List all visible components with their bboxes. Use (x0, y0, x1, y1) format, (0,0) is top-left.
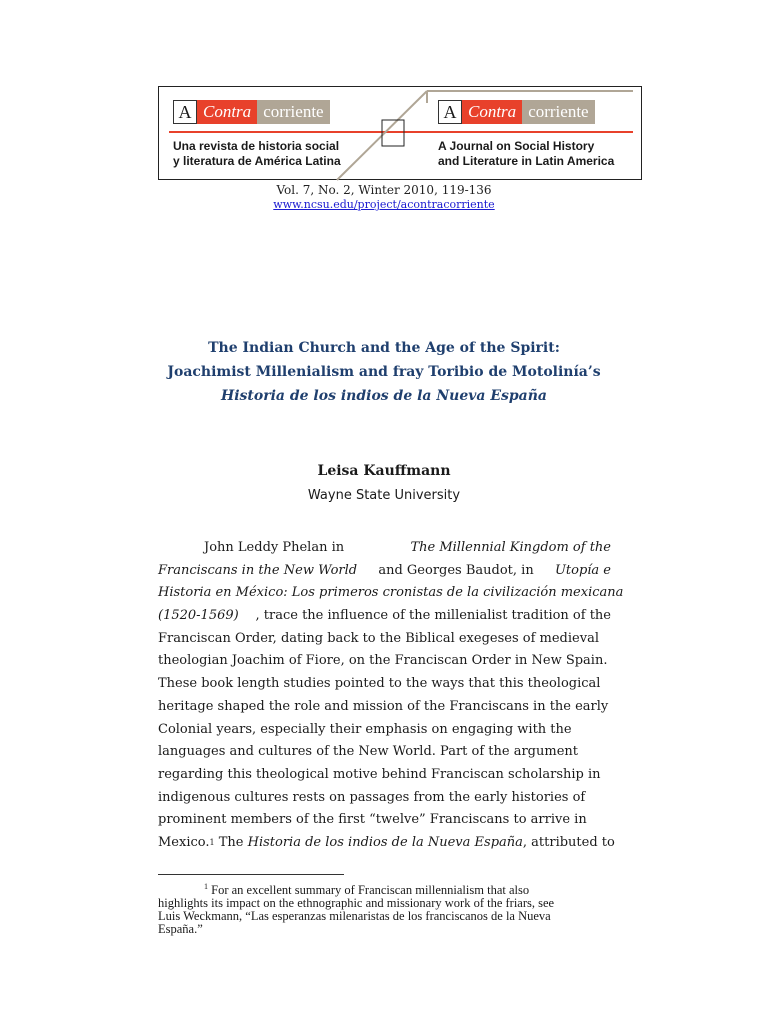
logo-a-left: A (173, 100, 197, 124)
body-line (158, 650, 611, 673)
tagline-spanish (173, 139, 341, 169)
logo-contra-left: Contra (197, 100, 257, 124)
logo-a-right: A (438, 100, 462, 124)
body-book-title: (1520-1569) (158, 608, 239, 624)
footnote-marker[interactable]: 1 (209, 837, 215, 847)
logo-right (438, 100, 595, 124)
body-text: regarding this theological motive behind Franciscan scholarship in (158, 766, 601, 782)
body-line (158, 719, 611, 742)
body-book-title: Utopía e (554, 562, 611, 578)
footnote (158, 880, 613, 936)
body-text: These book length studies pointed to the ways that this theological (158, 676, 601, 692)
logo-corriente-left: corriente (257, 100, 329, 124)
body-line (158, 605, 611, 628)
body-text: Franciscan Order, dating back to the Biblical exegeses of medieval (158, 630, 599, 646)
body-line (158, 560, 611, 583)
citation-volume: Vol. 7, No. 2, Winter 2010, 119-136 (276, 183, 492, 197)
body-text: Mexico. (158, 834, 210, 850)
body-text: indigenous cultures rests on passages from the early histories of (158, 789, 586, 805)
footnote-line (158, 880, 613, 897)
body-book-title: Franciscans in the New World (158, 562, 358, 578)
tagline-spanish-line1: Una revista de historia social (173, 139, 340, 153)
body-text: John Leddy Phelan in (204, 540, 349, 555)
tagline-english (438, 139, 614, 169)
tagline-english-line2: and Literature in Latin America (438, 154, 615, 168)
body-text: and Georges Baudot, in (374, 562, 538, 578)
tagline-spanish-line2: y literatura de América Latina (173, 154, 341, 168)
body-text: , attributed to (522, 834, 615, 850)
footnote-divider (158, 874, 344, 875)
body-text: languages and cultures of the New World. Part of the argument (158, 744, 578, 760)
body-line (158, 809, 611, 832)
body-book-title: The Millennial Kingdom of the (410, 540, 611, 555)
author-name: Leisa Kauffmann (317, 463, 451, 479)
body-line (158, 628, 611, 651)
footnote-number: 1 (204, 882, 208, 891)
footnote-line: España.” (158, 922, 203, 937)
journal-masthead (158, 86, 642, 180)
title-line1: The Indian Church and the Age of the Spirit: (208, 340, 560, 356)
footnote-text: For an excellent summary of Franciscan millennialism that also (208, 883, 530, 898)
title-line3: Historia de los indios de la Nueva España (220, 388, 547, 404)
logo-left (173, 100, 330, 124)
body-text: theologian Joachim of Fiore, on the Franciscan Order in New Spain. (158, 653, 608, 669)
body-text: , trace the influence of the millenialist tradition of the (255, 608, 611, 624)
body-line (158, 582, 624, 605)
journal-url-link[interactable]: www.ncsu.edu/project/acontracorriente (273, 198, 495, 211)
author-affiliation: Wayne State University (307, 488, 461, 503)
footnote-line: highlights its impact on the ethnographic and missionary work of the friars, see (158, 896, 555, 911)
body-line (158, 832, 615, 855)
body-paragraph (158, 537, 624, 855)
body-text: heritage shaped the role and mission of the Franciscans in the early (158, 698, 609, 714)
title-line2: Joachimist Millenialism and fray Toribio de Motolinía’s (167, 364, 601, 380)
body-book-title: Historia en México: Los primeros cronistas de la civilización mexicana (158, 585, 624, 601)
body-book-title: Historia de los indios de la Nueva España (247, 834, 523, 850)
footnote-line: Luis Weckmann, “Las esperanzas milenaristas de los franciscanos de la Nueva (158, 909, 551, 924)
body-line (158, 741, 611, 764)
logo-corriente-right: corriente (522, 100, 594, 124)
logo-contra-right: Contra (462, 100, 522, 124)
body-line (158, 537, 611, 560)
body-line (158, 673, 611, 696)
tagline-english-line1: A Journal on Social History (438, 139, 595, 153)
body-text: The (214, 834, 248, 850)
body-line (158, 696, 611, 719)
body-line (158, 764, 611, 787)
body-line (158, 787, 611, 810)
body-text: Colonial years, especially their emphasis on engaging with the (158, 721, 572, 737)
body-text: prominent members of the first “twelve” Franciscans to arrive in (158, 812, 587, 828)
